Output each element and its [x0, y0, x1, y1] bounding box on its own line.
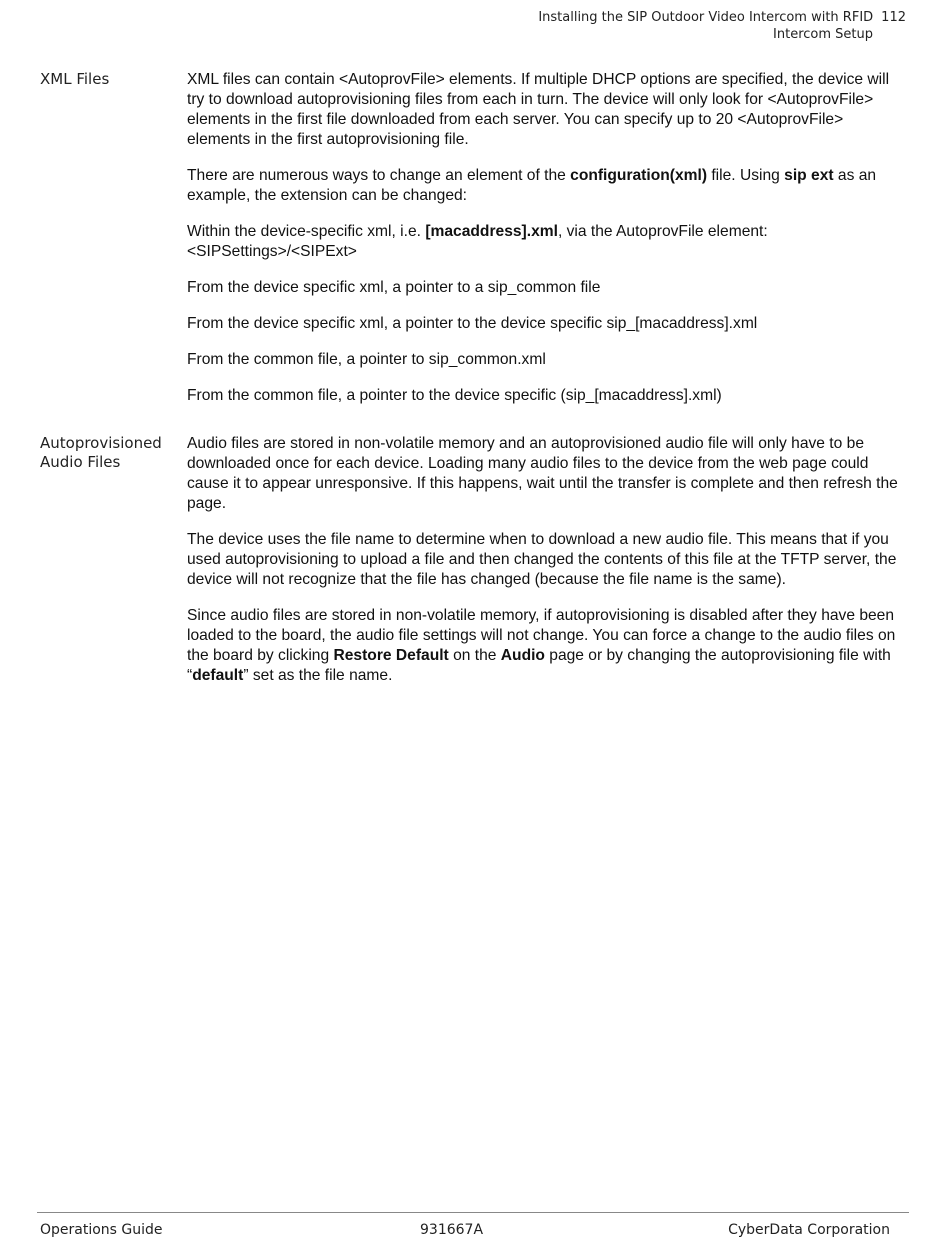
running-header [306, 9, 906, 43]
text-run: as an example, the extension can be changed: [187, 167, 877, 204]
section-body [187, 434, 907, 702]
text-run: , via the AutoprovFile element:<SIPSettings>/<SIPExt> [187, 223, 768, 260]
body-paragraph [187, 386, 907, 406]
body-paragraph [187, 166, 907, 206]
text-run: From the common file, a pointer to the device specific (sip_[macaddress].xml) [187, 387, 722, 404]
section-label-line: XML Files [40, 70, 110, 88]
bold-term: configuration(xml) [570, 167, 708, 184]
text-run: From the device specific xml, a pointer to a sip_common file [187, 279, 601, 296]
bold-term: default [192, 667, 244, 684]
footer-document-number: 931667A [420, 1222, 484, 1238]
text-run: Within the device-specific xml, i.e. [187, 223, 426, 240]
section-body [187, 70, 907, 422]
section-label [40, 434, 180, 472]
text-run: From the device specific xml, a pointer to the device specific sip_[macaddress].xml [187, 315, 758, 332]
page-number: 112 [881, 10, 906, 25]
body-paragraph [187, 350, 907, 370]
text-run: Since audio files are stored in non-volatile memory, if autoprovisioning is disabled after they have been loaded to the board, the audio file settings will not change. You can force a change to the audio files on the board by clicking [187, 607, 896, 664]
body-paragraph [187, 606, 907, 686]
bold-term: Restore Default [333, 647, 449, 664]
bold-term: Audio [500, 647, 545, 664]
body-paragraph [187, 222, 907, 262]
footer-company: CyberData Corporation [728, 1222, 890, 1238]
section-label-line: Autoprovisioned [40, 434, 162, 452]
body-paragraph [187, 70, 907, 150]
text-run: XML files can contain <AutoprovFile> elements. If multiple DHCP options are specified, the device will try to download autoprovisioning files from each in turn. The device will only look for <AutoprovFile> elements in the first file downloaded from each server. You can specify up to 20 <AutoprovFile> elements in the first autoprovisioning file. [187, 71, 890, 148]
body-paragraph [187, 278, 907, 298]
text-run: ” set as the file name. [243, 667, 393, 684]
text-run: The device uses the file name to determine when to download a new audio file. This means that if you used autoprovisioning to upload a file and then changed the contents of this file at the TFTP server, the device will not recognize that the file has changed (because the file name is the same). [187, 531, 897, 588]
text-run: Audio files are stored in non-volatile memory and an autoprovisioned audio file will only have to be downloaded once for each device. Loading many audio files to the device from the web page could cause it to appear unresponsive. If this happens, wait until the transfer is complete and then refresh the page. [187, 435, 898, 512]
text-run: page or by changing the autoprovisioning file with “ [187, 647, 891, 684]
section-label-line: Audio Files [40, 453, 121, 471]
header-line-1 [306, 9, 906, 26]
text-run: file. Using [707, 167, 785, 184]
document-title: Installing the SIP Outdoor Video Intercom with RFID [538, 10, 874, 25]
footer-guide-name: Operations Guide [40, 1222, 163, 1238]
body-paragraph [187, 434, 907, 514]
footer-divider [37, 1212, 909, 1213]
header-section-title: Intercom Setup [773, 27, 873, 42]
section-label [40, 70, 180, 89]
body-paragraph [187, 530, 907, 590]
bold-term: sip ext [784, 167, 834, 184]
text-run: There are numerous ways to change an element of the [187, 167, 571, 184]
text-run: on the [448, 647, 501, 664]
bold-term: [macaddress].xml [425, 223, 558, 240]
body-paragraph [187, 314, 907, 334]
text-run: From the common file, a pointer to sip_common.xml [187, 351, 546, 368]
